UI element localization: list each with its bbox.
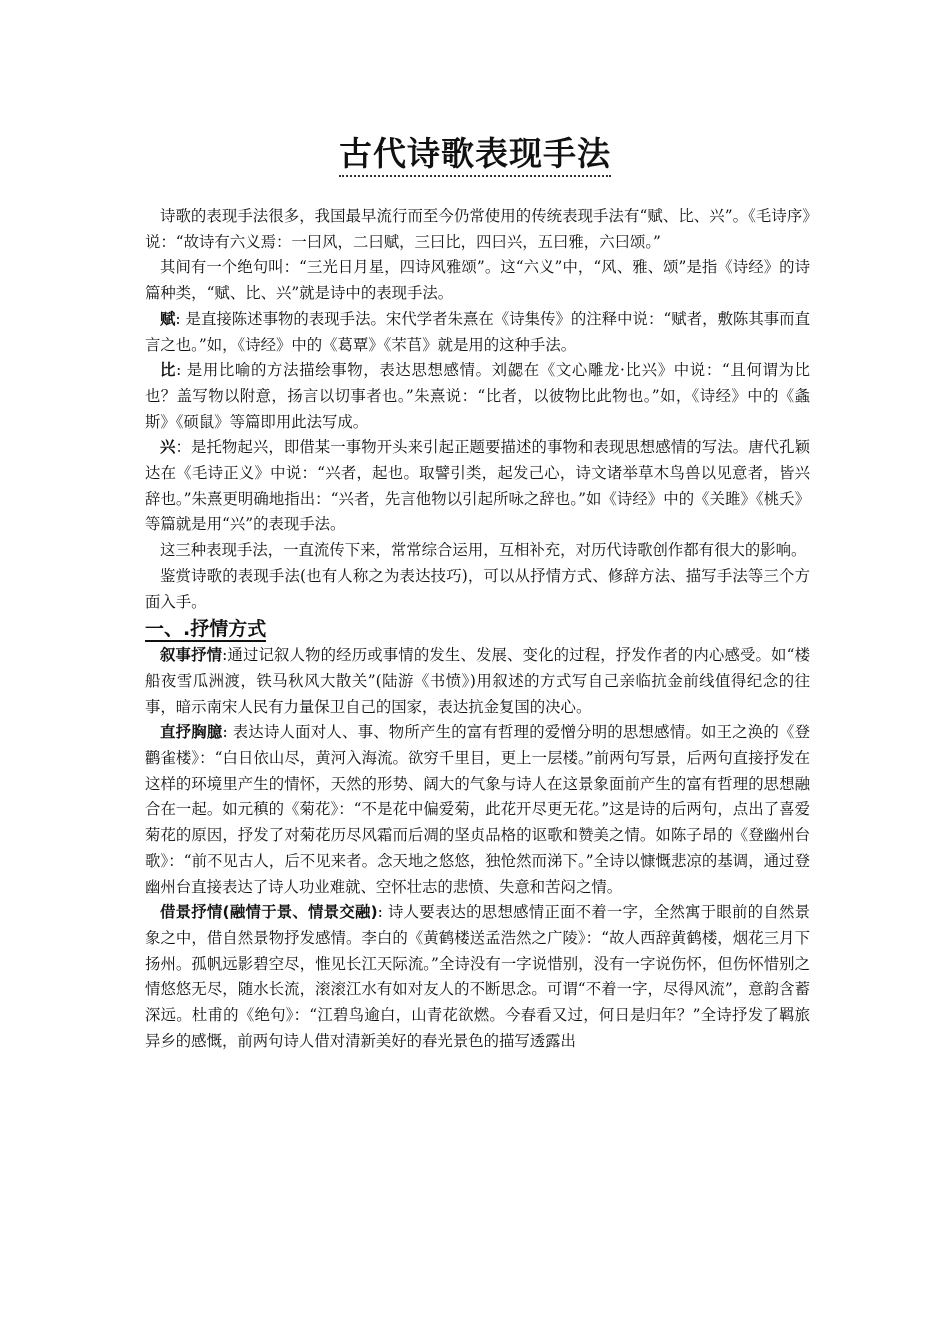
xing-paragraph: 兴：是托物起兴，即借某一事物开头来引起正题要描述的事物和表现思想感情的写法。唐代孔颖达在《毛诗正义》中说：“兴者，起也。取譬引类，起发己心，诗文诸举草木鸟兽以见意者，皆兴辞也。”朱熹更明确地指出：“兴者，先言他物以引起所咏之辞也。”如《诗经》中的《关雎》《桃夭》等篇就是用“兴”的表现手法。 (145, 438, 810, 534)
document-body (145, 204, 810, 1055)
narrative-paragraph: 叙事抒情:通过记叙人物的经历或事情的发生、发展、变化的过程，抒发作者的内心感受。如“楼船夜雪瓜洲渡，铁马秋风大散关”(陆游《书愤》)用叙述的方式写自己亲临抗金前线值得纪念的往事，暗示南宋人民有力量保卫自己的国家，表达抗金复国的决心。 (145, 646, 810, 716)
scene-term: 借景抒情(融情于景、情景交融) (160, 903, 378, 922)
summary-paragraph-1: 这三种表现手法，一直流传下来，常常综合运用，互相补充，对历代诗歌创作都有很大的影响。 (160, 541, 807, 560)
fu-paragraph: 赋: 是直接陈述事物的表现手法。宋代学者朱熹在《诗集传》的注释中说：“赋者，敷陈其事而直言之也。”如，《诗经》中的《葛覃》《芣苢》就是用的这种手法。 (145, 309, 810, 354)
direct-paragraph: 直抒胸臆: 表达诗人面对人、事、物所产生的富有哲理的爱憎分明的思想感情。如王之涣的《登鹳雀楼》：“白日依山尽，黄河入海流。欲穷千里目，更上一层楼。”前两句写景，后两句直接抒发在这样的环境里产生的情怀，天然的形势、阔大的气象与诗人在这景象面前产生的富有哲理的思想融合在一起。如元稹的《菊花》：“不是花中偏爱菊，此花开尽更无花。”这是诗的后两句，点出了喜爱菊花的原因，抒发了对菊花历尽风霜而后凋的坚贞品格的讴歌和赞美之情。如陈子昂的《登幽州台歌》：“前不见古人，后不见来者。念天地之悠悠，独怆然而涕下。”全诗以慷慨悲凉的基调，通过登幽州台直接表达了诗人功业难就、空怀壮志的悲愤、失意和苦闷之情。 (145, 723, 810, 896)
direct-term: 直抒胸臆 (160, 723, 223, 742)
bi-paragraph: 比: 是用比喻的方法描绘事物，表达思想感情。刘勰在《文心雕龙·比兴》中说：“且何谓为比也？盖写物以附意，扬言以切事者也。”朱熹说：“比者，以彼物比此物也。”如，《诗经》中的《螽斯》《硕鼠》等篇即用此法写成。 (145, 361, 810, 431)
summary-paragraph-2: 鉴赏诗歌的表现手法(也有人称之为表达技巧)，可以从抒情方式、修辞方法、描写手法等三个方面入手。 (145, 566, 810, 611)
fu-term: 赋 (160, 309, 176, 328)
intro-paragraph-2: 其间有一个绝句叫：“三光日月星，四诗风雅颂”。这“六义”中，“风、雅、颂”是指《诗经》的诗篇种类，“赋、比、兴”就是诗中的表现手法。 (145, 258, 810, 303)
scene-paragraph: 借景抒情(融情于景、情景交融): 诗人要表达的思想感情正面不着一字，全然寓于眼前的自然景象之中，借自然景物抒发感情。李白的《黄鹤楼送孟浩然之广陵》：“故人西辞黄鹤楼，烟花三月下扬州。孤帆远影碧空尽，惟见长江天际流。”全诗没有一字说惜别，没有一字说伤怀，但伤怀惜别之情悠悠无尽，随水长流，滚滚江水有如对友人的不断思念。可谓“不着一字，尽得风流”，意韵含蓄深远。杜甫的《绝句》：“江碧鸟逾白，山青花欲燃。今春看又过，何日是归年？”全诗抒发了羁旅异乡的感慨，前两句诗人借对清新美好的春光景色的描写透露出 (145, 903, 810, 1050)
intro-paragraph-1: 诗歌的表现手法很多，我国最早流行而至今仍常使用的传统表现手法有“赋、比、兴”。《毛诗序》说：“故诗有六义焉：一曰风，二曰赋，三曰比，四曰兴，五曰雅，六曰颂。” (145, 207, 810, 251)
bi-term: 比 (160, 361, 177, 380)
xing-term: 兴 (160, 438, 176, 457)
narrative-term: 叙事抒情 (160, 646, 223, 665)
document-title: 古代诗歌表现手法 (0, 128, 950, 175)
section-heading-lyric-methods: 一、.抒情方式 (145, 618, 267, 641)
